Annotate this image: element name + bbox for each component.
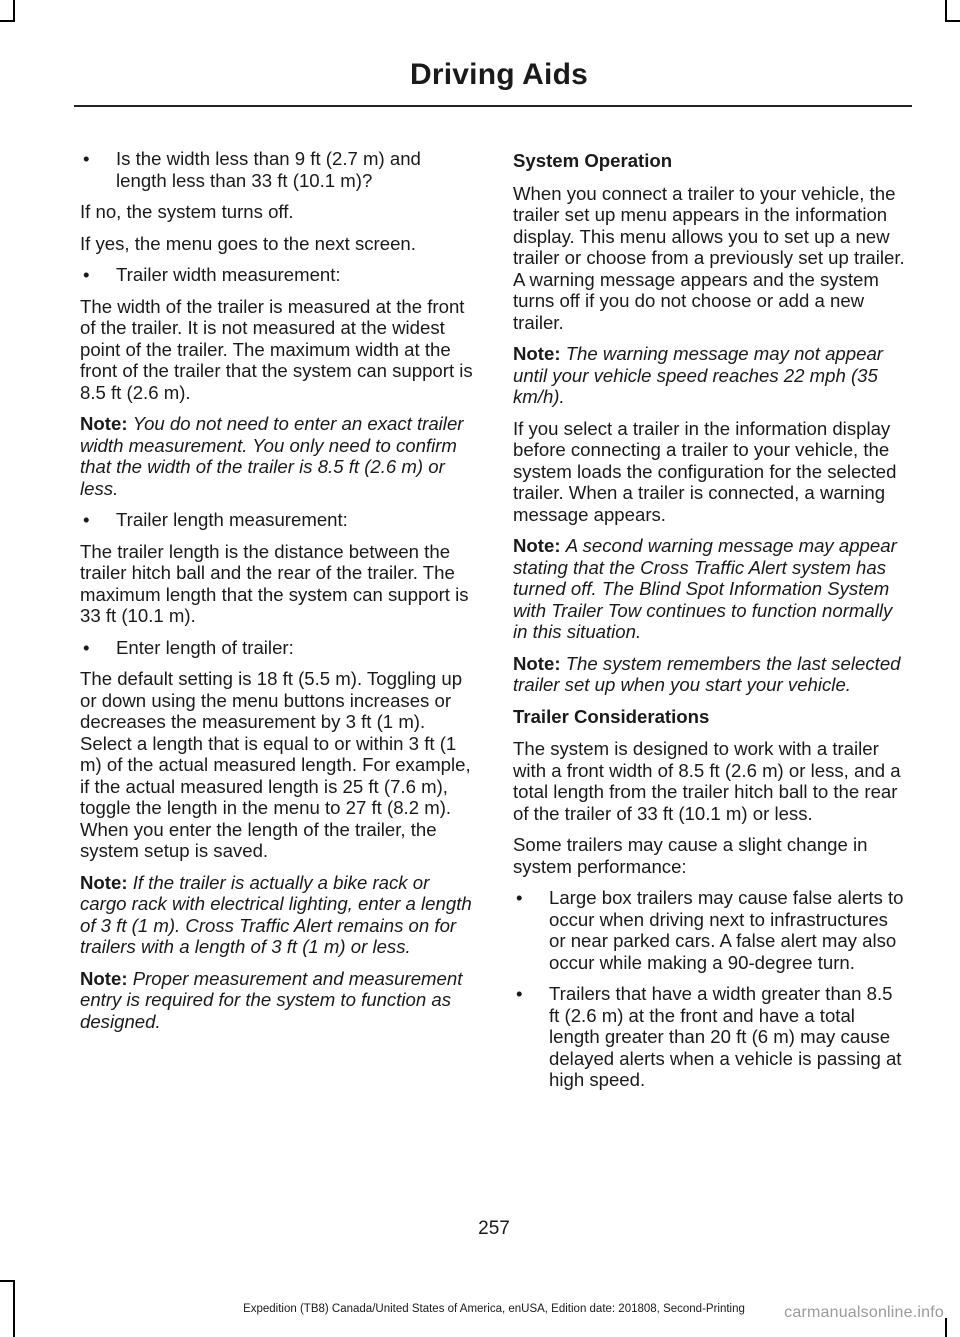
note xyxy=(513,343,907,408)
note-label: Note: xyxy=(80,967,128,989)
left-column xyxy=(80,148,475,1042)
section-title: Driving Aids xyxy=(410,58,588,91)
note xyxy=(513,653,907,696)
bullet-glyph: • xyxy=(516,887,523,908)
list-item-text: Is the width less than 9 ft (2.7 m) and length less than 33 ft (10.1 m)? xyxy=(116,148,421,191)
section-heading: System Operation xyxy=(513,150,673,171)
note-label: Note: xyxy=(80,871,128,893)
list-item xyxy=(80,264,475,286)
list-item-text: Enter length of trailer: xyxy=(116,636,294,658)
watermark: carmanualsonline.info xyxy=(784,1304,944,1321)
note xyxy=(80,413,475,499)
paragraph: The width of the trailer is measured at the front of the trailer. It is not measured at the widest point of the trailer. The maximum width at the front of the trailer that the system can support is 8.5 ft (2.6 m). xyxy=(80,295,473,403)
note-text: If the trailer is actually a bike rack or cargo rack with electrical lighting, enter a length of 3 ft (1 m). Cross Traffic Alert remains on for trailers with a length of 3 ft (1 m) or less. xyxy=(80,871,472,957)
bullet-glyph: • xyxy=(83,264,90,285)
note-label: Note: xyxy=(80,413,128,434)
bullet-glyph: • xyxy=(83,148,90,169)
crop-mark-top-right-horizontal xyxy=(945,20,960,22)
note-label: Note: xyxy=(513,535,561,556)
crop-mark-bottom-right-vertical xyxy=(945,1318,947,1337)
page-number: 257 xyxy=(478,1218,510,1239)
note-label: Note: xyxy=(513,343,561,364)
list-item-text: Trailer width measurement: xyxy=(116,264,341,285)
paragraph: If no, the system turns off. xyxy=(80,201,294,222)
list-item xyxy=(513,887,907,973)
paragraph: The default setting is 18 ft (5.5 m). Toggling up or down using the menu buttons increases or decreases the measurement by 3 ft (1 m). Select a length that is equal to or within 3 ft (1 m) of the actual measured length. For example, if the actual measured length is 25 ft (7.6 m), toggle the length in the menu to 27 ft (8.2 m). When you enter the length of the trailer, the system setup is saved. xyxy=(80,668,471,861)
note xyxy=(80,872,475,958)
bullet-glyph: • xyxy=(516,983,523,1004)
bullet-glyph: • xyxy=(83,636,90,658)
note-text: Proper measurement and measurement entry is required for the system to function as designed. xyxy=(80,967,463,1032)
right-column xyxy=(513,148,907,1101)
crop-mark-top-left-vertical xyxy=(13,0,15,22)
list-item-text: Trailer length measurement: xyxy=(116,509,348,530)
header-rule xyxy=(74,105,912,107)
note-text: The warning message may not appear until your vehicle speed reaches 22 mph (35 km/h). xyxy=(513,343,883,407)
crop-mark-top-left-horizontal xyxy=(0,20,15,22)
bullet-glyph: • xyxy=(83,509,90,530)
paragraph: The system is designed to work with a trailer with a front width of 8.5 ft (2.6 m) or less, and a total length from the trailer hitch ball to the rear of the trailer of 33 ft (10.1 m) or less. xyxy=(513,738,901,824)
list-item xyxy=(80,637,475,659)
paragraph: Some trailers may cause a slight change in system performance: xyxy=(513,834,868,877)
crop-mark-bottom-left-horizontal xyxy=(0,1280,15,1282)
note-text: You do not need to enter an exact trailer width measurement. You only need to confirm that the width of the trailer is 8.5 ft (2.6 m) or less. xyxy=(80,413,464,499)
section-heading: Trailer Considerations xyxy=(513,705,710,727)
note xyxy=(80,968,475,1033)
paragraph: When you connect a trailer to your vehicle, the trailer set up menu appears in the information display. This menu allows you to set up a new trailer or choose from a previously set up trailer. A warning message appears and the system turns off if you do not choose or add a new trailer. xyxy=(513,182,905,333)
note-text: A second warning message may appear stating that the Cross Traffic Alert system has turned off. The Blind Spot Information System with Trailer Tow continues to function normally in this situation. xyxy=(513,535,897,642)
paragraph: If you select a trailer in the information display before connecting a trailer to your vehicle, the system loads the configuration for the selected trailer. When a trailer is connected, a warning message appears. xyxy=(513,417,897,525)
list-item xyxy=(513,983,907,1091)
note xyxy=(513,535,907,643)
list-item-text: Large box trailers may cause false alerts to occur when driving next to infrastructures or near parked cars. A false alert may also occur while making a 90-degree turn. xyxy=(549,887,904,973)
list-item xyxy=(80,509,475,531)
paragraph: If yes, the menu goes to the next screen. xyxy=(80,232,416,254)
crop-mark-top-right-vertical xyxy=(945,0,947,22)
list-item-text: Trailers that have a width greater than 8.5 ft (2.6 m) at the front and have a total length greater than 20 ft (6 m) may cause delayed alerts when a vehicle is passing at high speed. xyxy=(549,983,902,1090)
note-label: Note: xyxy=(513,652,561,674)
footer-text: Expedition (TB8) Canada/United States of America, enUSA, Edition date: 201808, Second-Printing xyxy=(243,1303,745,1315)
note-text: The system remembers the last selected trailer set up when you start your vehicle. xyxy=(513,652,901,695)
list-item xyxy=(80,148,475,191)
paragraph: The trailer length is the distance between the trailer hitch ball and the rear of the trailer. The maximum length that the system can support is 33 ft (10.1 m). xyxy=(80,540,469,626)
